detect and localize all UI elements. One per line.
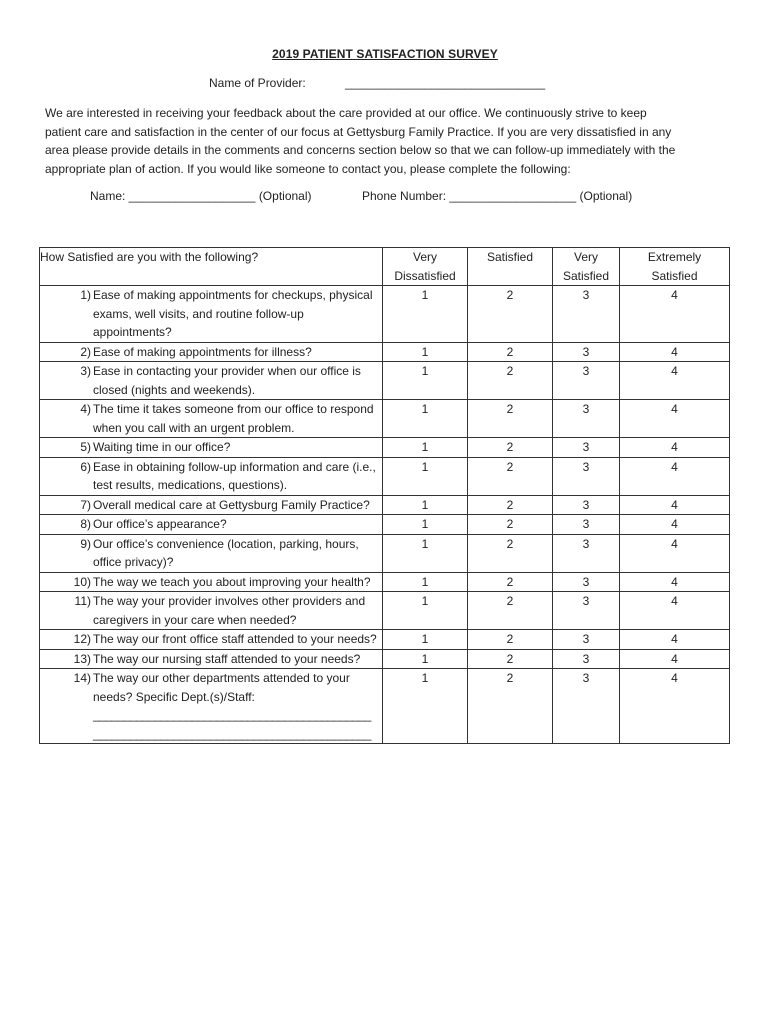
- rating-option-2[interactable]: 2: [468, 362, 553, 400]
- question-cell: [40, 534, 383, 572]
- question-number: 8): [80, 517, 91, 531]
- rating-option-2[interactable]: 2: [468, 572, 553, 592]
- question-number: 3): [80, 364, 91, 378]
- question-cell: [40, 457, 383, 495]
- rating-option-1[interactable]: 1: [383, 362, 468, 400]
- question-text: Ease in obtaining follow-up information and care (i.e., test results, medications, questions).: [93, 459, 376, 492]
- question-number: 9): [80, 536, 91, 551]
- rating-option-3[interactable]: 3: [553, 342, 620, 362]
- question-text: The way our nursing staff attended to your needs?: [93, 651, 361, 666]
- question-row: [40, 669, 730, 744]
- rating-option-3[interactable]: 3: [553, 495, 620, 515]
- question-text: Waiting time in our office?: [93, 440, 231, 454]
- rating-option-1[interactable]: 1: [383, 630, 468, 650]
- rating-option-3[interactable]: 3: [553, 630, 620, 650]
- rating-option-3[interactable]: 3: [553, 457, 620, 495]
- rating-option-1[interactable]: 1: [383, 534, 468, 572]
- rating-option-1[interactable]: 1: [383, 400, 468, 438]
- question-row: [40, 649, 730, 669]
- rating-option-4[interactable]: 4: [620, 669, 730, 744]
- specific-dept-blank-line[interactable]: _____________________________________________: [93, 708, 371, 722]
- rating-option-4[interactable]: 4: [620, 342, 730, 362]
- survey-title: 2019 PATIENT SATISFACTION SURVEY: [272, 47, 498, 61]
- rating-option-2[interactable]: 2: [468, 669, 553, 744]
- rating-option-3[interactable]: 3: [553, 286, 620, 343]
- rating-option-4[interactable]: 4: [620, 515, 730, 535]
- question-cell: [40, 362, 383, 400]
- satisfaction-table: [39, 247, 730, 744]
- question-row: [40, 362, 730, 400]
- contact-phone-field[interactable]: Phone Number: ___________________ (Optional): [362, 189, 633, 203]
- scale-header-2: Satisfied: [468, 248, 553, 286]
- specific-dept-blank-line[interactable]: _____________________________________________: [93, 726, 371, 741]
- rating-option-1[interactable]: 1: [383, 649, 468, 669]
- question-cell: [40, 438, 383, 458]
- rating-option-1[interactable]: 1: [383, 669, 468, 744]
- question-row: [40, 572, 730, 592]
- question-number: 12): [73, 632, 91, 646]
- rating-option-4[interactable]: 4: [620, 438, 730, 458]
- rating-option-3[interactable]: 3: [553, 534, 620, 572]
- contact-name-field[interactable]: Name: ___________________ (Optional): [90, 189, 312, 203]
- rating-option-4[interactable]: 4: [620, 572, 730, 592]
- question-number: 4): [80, 402, 91, 416]
- scale-header-1: Very Dissatisfied: [383, 248, 468, 286]
- rating-option-3[interactable]: 3: [553, 400, 620, 438]
- rating-option-1[interactable]: 1: [383, 495, 468, 515]
- rating-option-2[interactable]: 2: [468, 630, 553, 650]
- rating-option-3[interactable]: 3: [553, 438, 620, 458]
- rating-option-2[interactable]: 2: [468, 534, 553, 572]
- question-cell: [40, 342, 383, 362]
- rating-option-3[interactable]: 3: [553, 669, 620, 744]
- intro-paragraph: We are interested in receiving your feedback about the care provided at our office. We continuously strive to keep patient care and satisfaction in the center of our focus at Gettysburg Family Practice. If you are very dissatisfied in any area please provide details in the comments and concerns section below so that we can follow-up immediately with the appropriate plan of action. If you would like someone to contact you, please complete the following:: [45, 106, 676, 176]
- rating-option-4[interactable]: 4: [620, 630, 730, 650]
- question-cell: [40, 515, 383, 535]
- rating-option-1[interactable]: 1: [383, 286, 468, 343]
- provider-name-field: [209, 76, 546, 90]
- question-number: 11): [74, 594, 91, 608]
- rating-option-2[interactable]: 2: [468, 515, 553, 535]
- rating-option-1[interactable]: 1: [383, 572, 468, 592]
- question-text: The way we teach you about improving your health?: [93, 574, 371, 589]
- question-cell: [40, 400, 383, 438]
- rating-option-4[interactable]: 4: [620, 592, 730, 630]
- question-cell: [40, 630, 383, 650]
- question-number: 7): [80, 497, 91, 512]
- question-row: [40, 342, 730, 362]
- question-cell: [40, 592, 383, 630]
- question-text: The time it takes someone from our office to respond when you call with an urgent problem.: [93, 402, 374, 435]
- rating-option-4[interactable]: 4: [620, 649, 730, 669]
- question-text: Ease in contacting your provider when our office is closed (nights and weekends).: [93, 364, 361, 397]
- provider-label: Name of Provider:: [209, 76, 306, 90]
- rating-option-4[interactable]: 4: [620, 495, 730, 515]
- question-text: Ease of making appointments for illness?: [93, 344, 312, 359]
- question-row: [40, 495, 730, 515]
- rating-option-3[interactable]: 3: [553, 572, 620, 592]
- rating-option-2[interactable]: 2: [468, 592, 553, 630]
- rating-option-1[interactable]: 1: [383, 457, 468, 495]
- question-number: 10): [73, 574, 91, 589]
- question-cell: [40, 286, 383, 343]
- question-number: 2): [80, 344, 91, 359]
- question-text: Our office’s convenience (location, parking, hours, office privacy)?: [93, 536, 359, 569]
- question-text: Overall medical care at Gettysburg Family Practice?: [93, 497, 370, 512]
- question-cell: [40, 572, 383, 592]
- rating-option-1[interactable]: 1: [383, 592, 468, 630]
- question-text: The way our other departments attended to your needs? Specific Dept.(s)/Staff:: [93, 671, 350, 704]
- rating-option-3[interactable]: 3: [553, 515, 620, 535]
- question-row: [40, 400, 730, 438]
- rating-option-2[interactable]: 2: [468, 342, 553, 362]
- question-row: [40, 534, 730, 572]
- question-row: [40, 630, 730, 650]
- question-row: [40, 286, 730, 343]
- question-number: 13): [73, 651, 91, 666]
- rating-option-1[interactable]: 1: [383, 515, 468, 535]
- question-text: Ease of making appointments for checkups, physical exams, well visits, and routine follow-up appointments?: [93, 288, 373, 339]
- question-row: [40, 515, 730, 535]
- question-row: [40, 457, 730, 495]
- question-text: Our office’s appearance?: [93, 517, 227, 531]
- rating-option-1[interactable]: 1: [383, 438, 468, 458]
- rating-option-4[interactable]: 4: [620, 457, 730, 495]
- rating-option-3[interactable]: 3: [553, 649, 620, 669]
- rating-option-3[interactable]: 3: [553, 592, 620, 630]
- rating-option-4[interactable]: 4: [620, 362, 730, 400]
- rating-option-4[interactable]: 4: [620, 286, 730, 343]
- contact-fields: [90, 189, 633, 203]
- question-row: [40, 592, 730, 630]
- question-row: [40, 438, 730, 458]
- rating-option-2[interactable]: 2: [468, 495, 553, 515]
- rating-option-2[interactable]: 2: [468, 649, 553, 669]
- question-cell: [40, 495, 383, 515]
- rating-option-2[interactable]: 2: [468, 457, 553, 495]
- question-column-header: How Satisfied are you with the following?: [40, 248, 383, 286]
- table-header-row: [40, 248, 730, 286]
- rating-option-1[interactable]: 1: [383, 342, 468, 362]
- rating-option-3[interactable]: 3: [553, 362, 620, 400]
- question-number: 14): [73, 671, 91, 685]
- rating-option-2[interactable]: 2: [468, 286, 553, 343]
- rating-option-4[interactable]: 4: [620, 534, 730, 572]
- question-text: The way our front office staff attended to your needs?: [93, 632, 377, 646]
- scale-header-4: Extremely Satisfied: [620, 248, 730, 286]
- provider-blank-line[interactable]: ______________________________: [345, 76, 546, 90]
- question-number: 1): [80, 288, 91, 302]
- question-cell: [40, 649, 383, 669]
- rating-option-2[interactable]: 2: [468, 400, 553, 438]
- rating-option-4[interactable]: 4: [620, 400, 730, 438]
- rating-option-2[interactable]: 2: [468, 438, 553, 458]
- question-number: 5): [80, 440, 91, 454]
- scale-header-3: Very Satisfied: [553, 248, 620, 286]
- question-text: The way your provider involves other providers and caregivers in your care when needed?: [93, 594, 366, 627]
- question-number: 6): [80, 459, 91, 474]
- question-cell: [40, 669, 383, 744]
